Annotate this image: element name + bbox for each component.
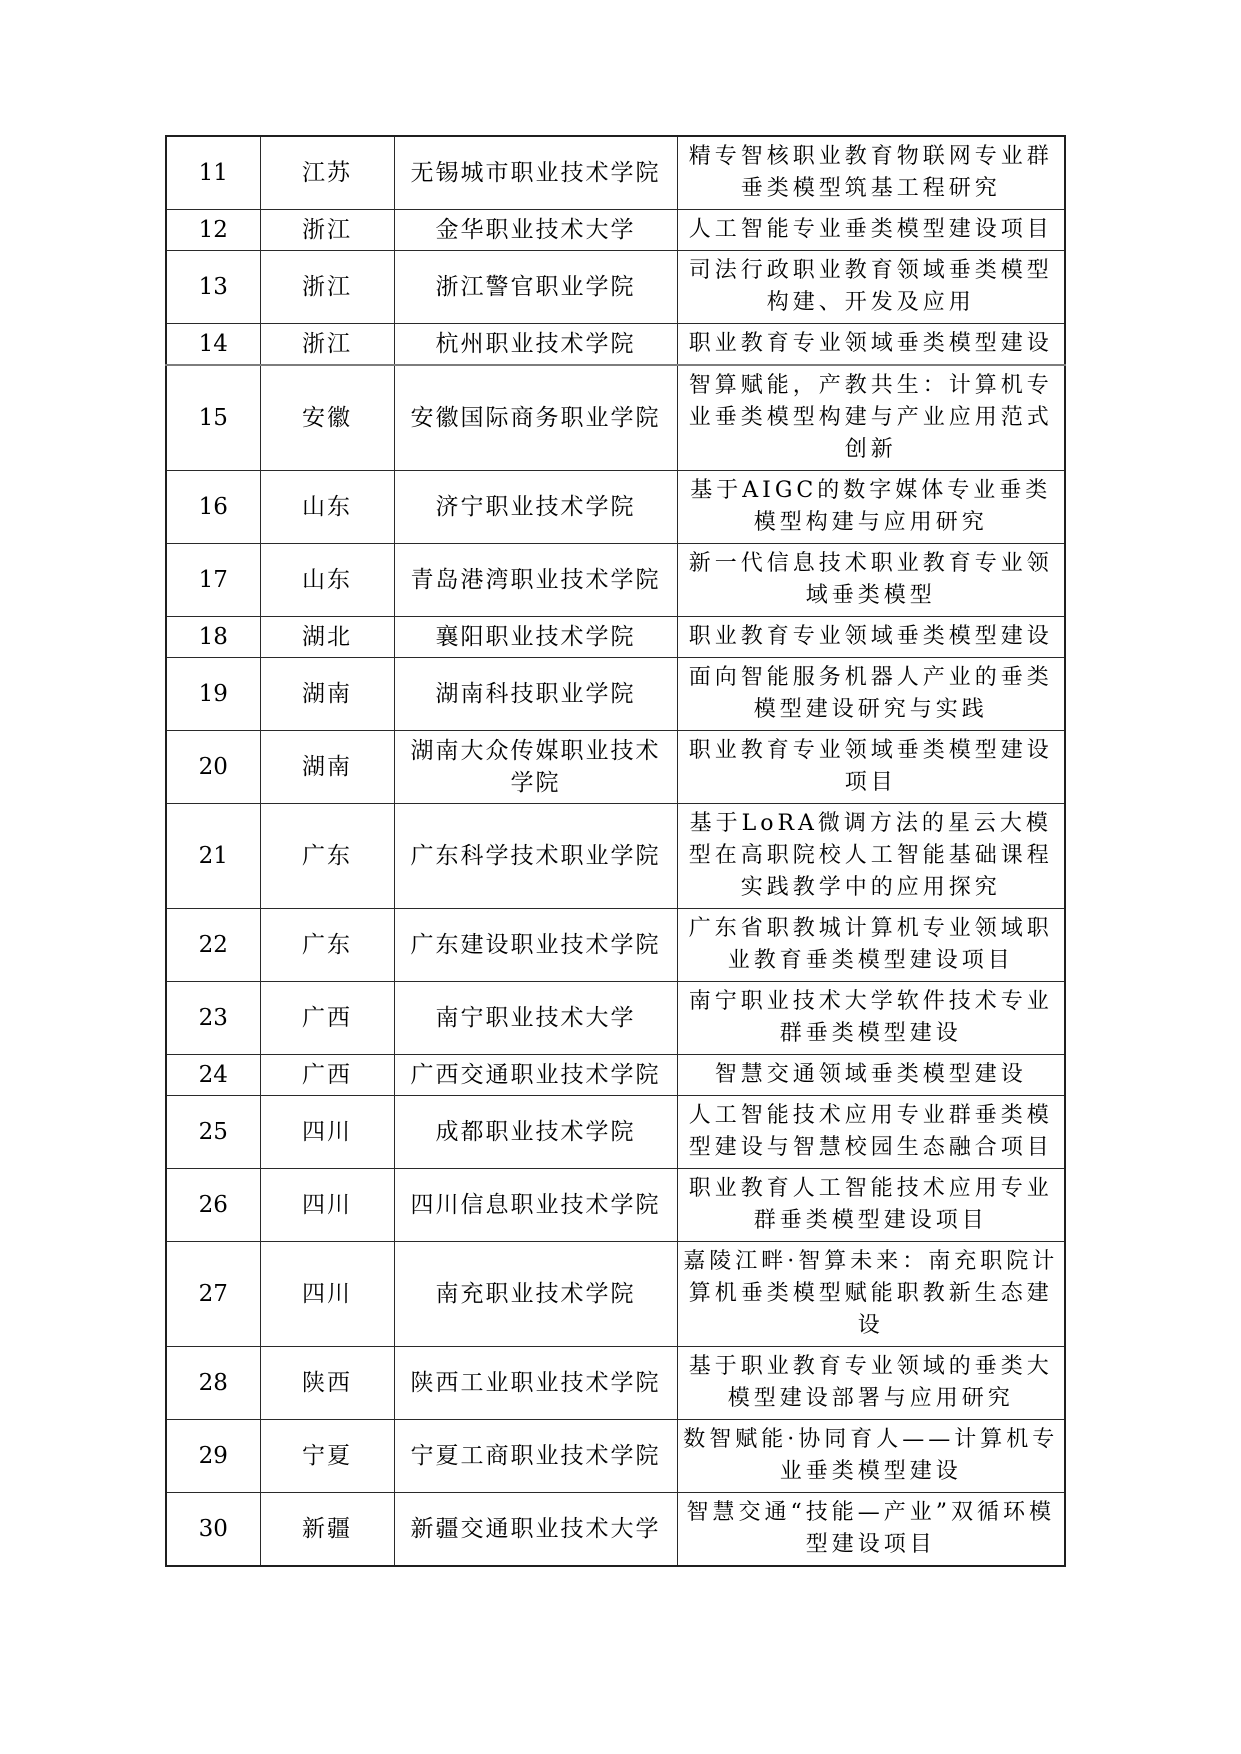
province-cell: 湖南 <box>260 731 394 804</box>
table-row <box>166 1420 1065 1493</box>
province-cell: 浙江 <box>260 251 394 324</box>
seq-cell: 12 <box>166 210 260 251</box>
table-row <box>166 617 1065 658</box>
school-cell: 湖南大众传媒职业技术学院 <box>394 731 677 804</box>
seq-cell: 23 <box>166 982 260 1055</box>
project-cell: 职业教育专业领域垂类模型建设 <box>677 617 1065 658</box>
table-row <box>166 804 1065 909</box>
school-cell: 陕西工业职业技术学院 <box>394 1347 677 1420</box>
province-cell: 山东 <box>260 471 394 544</box>
seq-cell: 19 <box>166 658 260 731</box>
seq-cell: 24 <box>166 1055 260 1096</box>
province-cell: 宁夏 <box>260 1420 394 1493</box>
province-cell: 浙江 <box>260 324 394 366</box>
project-cell: 司法行政职业教育领域垂类模型构建、开发及应用 <box>677 251 1065 324</box>
seq-cell: 15 <box>166 365 260 471</box>
school-cell: 广东建设职业技术学院 <box>394 909 677 982</box>
project-cell: 职业教育专业领域垂类模型建设 <box>677 324 1065 366</box>
seq-cell: 13 <box>166 251 260 324</box>
school-cell: 南充职业技术学院 <box>394 1242 677 1347</box>
seq-cell: 21 <box>166 804 260 909</box>
province-cell: 四川 <box>260 1242 394 1347</box>
province-cell: 浙江 <box>260 210 394 251</box>
province-cell: 山东 <box>260 544 394 617</box>
seq-cell: 22 <box>166 909 260 982</box>
school-cell: 新疆交通职业技术大学 <box>394 1493 677 1567</box>
projects-table-body <box>166 136 1065 1566</box>
province-cell: 四川 <box>260 1169 394 1242</box>
school-cell: 宁夏工商职业技术学院 <box>394 1420 677 1493</box>
project-cell: 精专智核职业教育物联网专业群垂类模型筑基工程研究 <box>677 136 1065 210</box>
province-cell: 湖北 <box>260 617 394 658</box>
province-cell: 四川 <box>260 1096 394 1169</box>
project-cell: 基于职业教育专业领域的垂类大模型建设部署与应用研究 <box>677 1347 1065 1420</box>
table-row <box>166 251 1065 324</box>
school-cell: 济宁职业技术学院 <box>394 471 677 544</box>
province-cell: 安徽 <box>260 365 394 471</box>
table-row <box>166 1347 1065 1420</box>
table-row <box>166 909 1065 982</box>
school-cell: 无锡城市职业技术学院 <box>394 136 677 210</box>
project-cell: 职业教育人工智能技术应用专业群垂类模型建设项目 <box>677 1169 1065 1242</box>
table-row <box>166 365 1065 471</box>
seq-cell: 17 <box>166 544 260 617</box>
project-cell: 智算赋能，产教共生：计算机专业垂类模型构建与产业应用范式创新 <box>677 365 1065 471</box>
seq-cell: 30 <box>166 1493 260 1567</box>
school-cell: 青岛港湾职业技术学院 <box>394 544 677 617</box>
table-row <box>166 136 1065 210</box>
project-cell: 数智赋能·协同育人——计算机专业垂类模型建设 <box>677 1420 1065 1493</box>
school-cell: 广东科学技术职业学院 <box>394 804 677 909</box>
table-row <box>166 1493 1065 1567</box>
table-row <box>166 731 1065 804</box>
table-row <box>166 1055 1065 1096</box>
table-row <box>166 324 1065 366</box>
project-cell: 职业教育专业领域垂类模型建设项目 <box>677 731 1065 804</box>
province-cell: 陕西 <box>260 1347 394 1420</box>
table-row <box>166 1096 1065 1169</box>
school-cell: 湖南科技职业学院 <box>394 658 677 731</box>
province-cell: 广东 <box>260 909 394 982</box>
seq-cell: 20 <box>166 731 260 804</box>
province-cell: 湖南 <box>260 658 394 731</box>
province-cell: 江苏 <box>260 136 394 210</box>
project-cell: 广东省职教城计算机专业领域职业教育垂类模型建设项目 <box>677 909 1065 982</box>
school-cell: 南宁职业技术大学 <box>394 982 677 1055</box>
table-row <box>166 1242 1065 1347</box>
project-cell: 基于AIGC的数字媒体专业垂类模型构建与应用研究 <box>677 471 1065 544</box>
seq-cell: 11 <box>166 136 260 210</box>
school-cell: 四川信息职业技术学院 <box>394 1169 677 1242</box>
projects-table <box>165 135 1066 1567</box>
project-cell: 智慧交通领域垂类模型建设 <box>677 1055 1065 1096</box>
seq-cell: 25 <box>166 1096 260 1169</box>
seq-cell: 28 <box>166 1347 260 1420</box>
seq-cell: 29 <box>166 1420 260 1493</box>
seq-cell: 27 <box>166 1242 260 1347</box>
school-cell: 安徽国际商务职业学院 <box>394 365 677 471</box>
project-cell: 人工智能技术应用专业群垂类模型建设与智慧校园生态融合项目 <box>677 1096 1065 1169</box>
school-cell: 广西交通职业技术学院 <box>394 1055 677 1096</box>
table-row <box>166 471 1065 544</box>
seq-cell: 18 <box>166 617 260 658</box>
table-row <box>166 982 1065 1055</box>
seq-cell: 14 <box>166 324 260 366</box>
table-row <box>166 544 1065 617</box>
province-cell: 新疆 <box>260 1493 394 1567</box>
seq-cell: 16 <box>166 471 260 544</box>
seq-cell: 26 <box>166 1169 260 1242</box>
project-cell: 人工智能专业垂类模型建设项目 <box>677 210 1065 251</box>
province-cell: 广西 <box>260 1055 394 1096</box>
project-cell: 嘉陵江畔·智算未来：南充职院计算机垂类模型赋能职教新生态建设 <box>677 1242 1065 1347</box>
project-cell: 南宁职业技术大学软件技术专业群垂类模型建设 <box>677 982 1065 1055</box>
school-cell: 襄阳职业技术学院 <box>394 617 677 658</box>
school-cell: 成都职业技术学院 <box>394 1096 677 1169</box>
table-row <box>166 658 1065 731</box>
project-cell: 智慧交通“技能—产业”双循环模型建设项目 <box>677 1493 1065 1567</box>
project-cell: 面向智能服务机器人产业的垂类模型建设研究与实践 <box>677 658 1065 731</box>
province-cell: 广东 <box>260 804 394 909</box>
school-cell: 浙江警官职业学院 <box>394 251 677 324</box>
project-cell: 新一代信息技术职业教育专业领域垂类模型 <box>677 544 1065 617</box>
school-cell: 杭州职业技术学院 <box>394 324 677 366</box>
table-row <box>166 1169 1065 1242</box>
school-cell: 金华职业技术大学 <box>394 210 677 251</box>
table-row <box>166 210 1065 251</box>
project-cell: 基于LoRA微调方法的星云大模型在高职院校人工智能基础课程实践教学中的应用探究 <box>677 804 1065 909</box>
province-cell: 广西 <box>260 982 394 1055</box>
